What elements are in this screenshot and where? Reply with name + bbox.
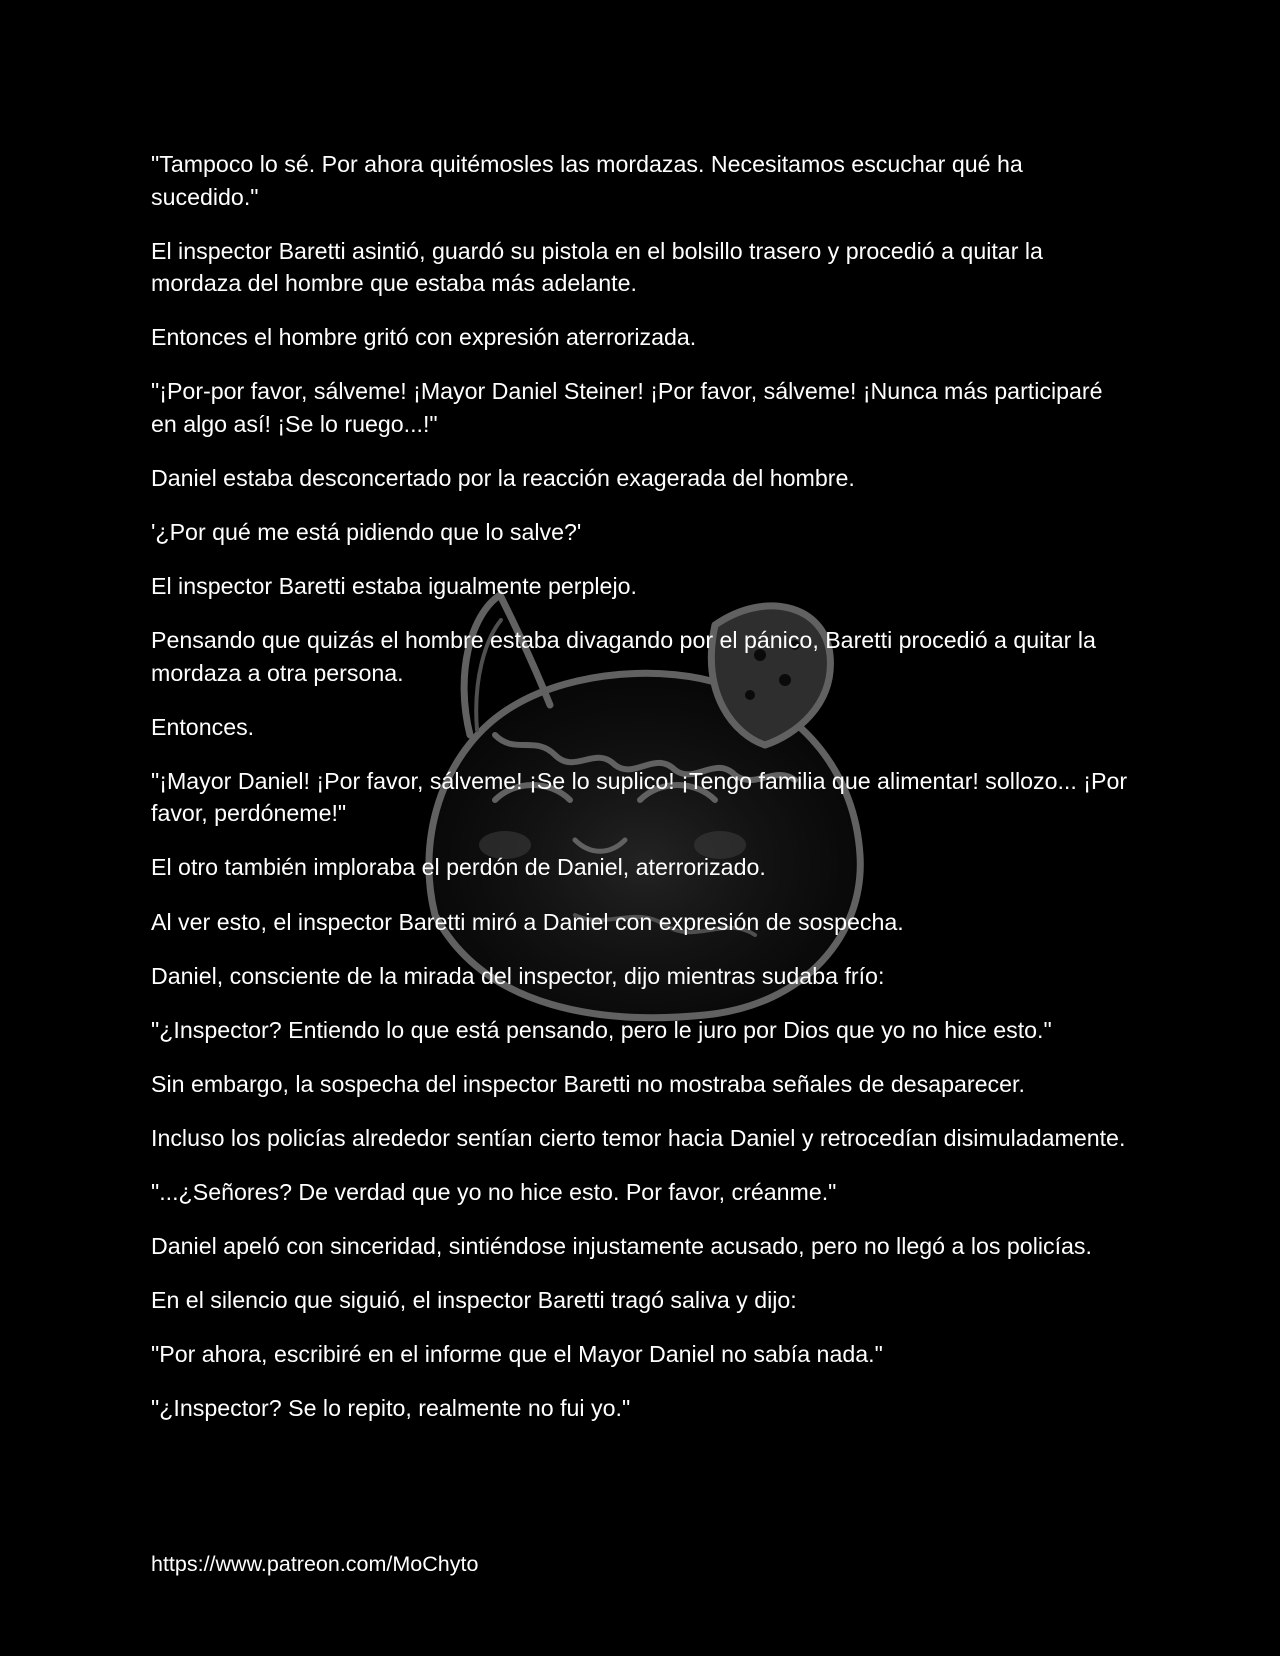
paragraph: "¿Inspector? Se lo repito, realmente no fui yo." [151, 1395, 631, 1422]
paragraph: Daniel, consciente de la mirada del inspector, dijo mientras sudaba frío: [151, 962, 885, 989]
paragraph: "...¿Señores? De verdad que yo no hice esto. Por favor, créanme." [151, 1179, 837, 1205]
paragraph: Sin embargo, la sospecha del inspector Baretti no mostraba señales de desaparecer. [151, 1070, 1025, 1097]
paragraph: Al ver esto, el inspector Baretti miró a Daniel con expresión de sospecha. [151, 908, 904, 935]
paragraph: Entonces el hombre gritó con expresión aterrorizada. [151, 324, 697, 351]
story-text [151, 148, 1131, 1446]
paragraph: Daniel estaba desconcertado por la reacción exagerada del hombre. [151, 464, 855, 491]
paragraph: "Tampoco lo sé. Por ahora quitémosles las mordazas. Necesitamos escuchar qué ha sucedido." [151, 151, 1023, 210]
paragraph: El inspector Baretti asintió, guardó su pistola en el bolsillo trasero y procedió a quitar la mordaza del hombre que estaba más adelante. [151, 237, 1043, 297]
paragraph: "¡Por-por favor, sálveme! ¡Mayor Daniel Steiner! ¡Por favor, sálveme! ¡Nunca más participaré en algo así! ¡Se lo ruego...!" [151, 378, 1103, 437]
paragraph: El otro también imploraba el perdón de Daniel, aterrorizado. [151, 854, 766, 881]
paragraph: Incluso los policías alrededor sentían cierto temor hacia Daniel y retrocedían disimuladamente. [151, 1124, 1126, 1151]
paragraph: "Por ahora, escribiré en el informe que el Mayor Daniel no sabía nada." [151, 1341, 883, 1368]
paragraph: "¿Inspector? Entiendo lo que está pensando, pero le juro por Dios que yo no hice esto." [151, 1016, 1052, 1043]
paragraph: Daniel apeló con sinceridad, sintiéndose injustamente acusado, pero no llegó a los policías. [151, 1233, 1092, 1260]
paragraph: En el silencio que siguió, el inspector Baretti tragó saliva y dijo: [151, 1287, 797, 1314]
patreon-link[interactable]: https://www.patreon.com/MoChyto [151, 1552, 479, 1576]
paragraph: El inspector Baretti estaba igualmente perplejo. [151, 573, 637, 600]
paragraph: Pensando que quizás el hombre estaba divagando por el pánico, Baretti procedió a quitar la mordaza a otra persona. [151, 627, 1096, 686]
paragraph: Entonces. [151, 713, 255, 740]
paragraph: '¿Por qué me está pidiendo que lo salve?' [151, 518, 582, 545]
paragraph: "¡Mayor Daniel! ¡Por favor, sálveme! ¡Se lo suplico! ¡Tengo familia que alimentar! sollozo... ¡Por favor, perdóneme!" [151, 767, 1128, 827]
